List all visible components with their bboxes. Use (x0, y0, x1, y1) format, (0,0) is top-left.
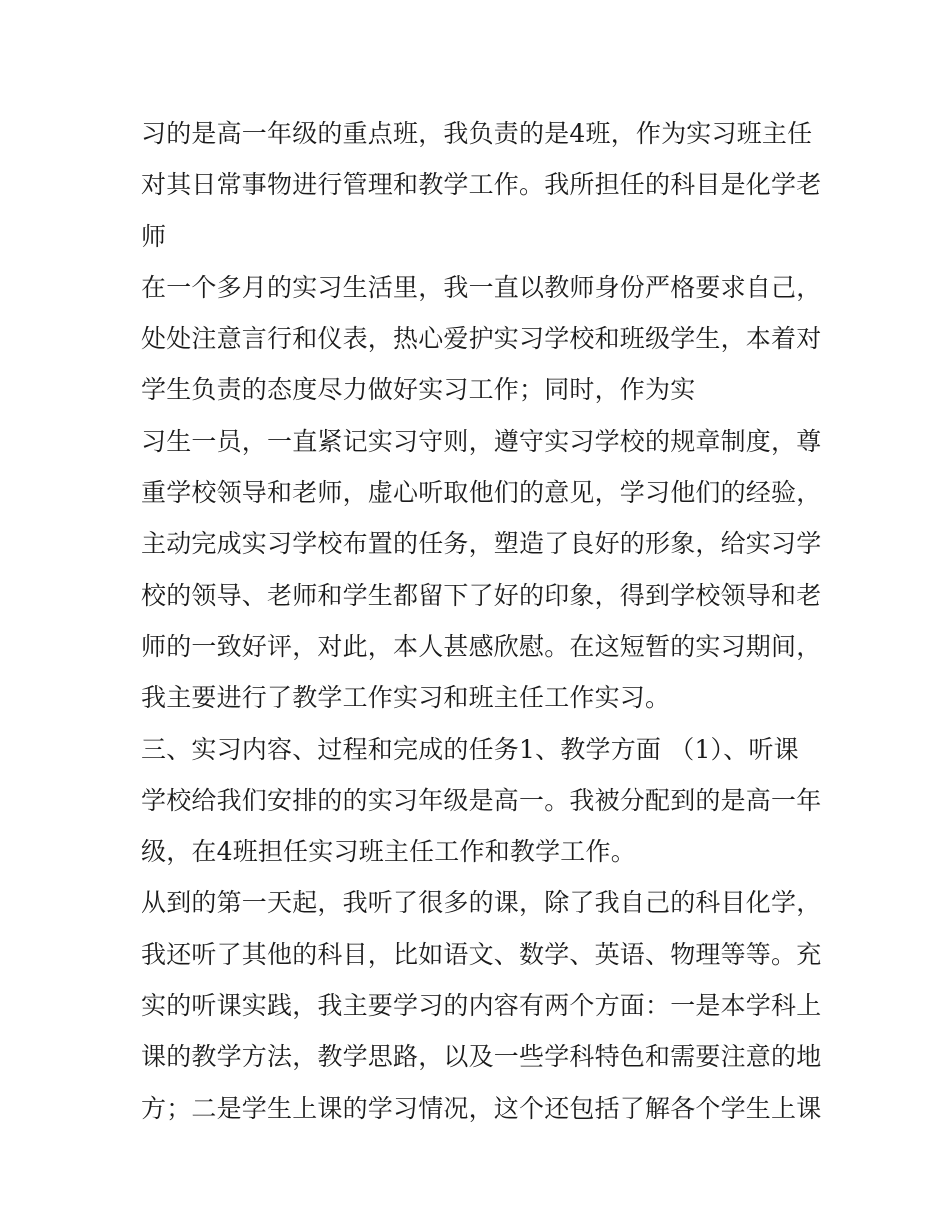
text-line: 实的听课实践，我主要学习的内容有两个方面：一是本学科上 (141, 991, 822, 1021)
text-line: 重学校领导和老师，虚心听取他们的意见，学习他们的经验， (141, 478, 822, 508)
text-line: 课的教学方法，教学思路，以及一些学科特色和需要注意的地 (141, 1042, 822, 1072)
text-line: 校的领导、老师和学生都留下了好的印象，得到学校领导和老 (141, 580, 822, 610)
text-line: 学校给我们安排的的实习年级是高一。我被分配到的是高一年 (141, 785, 822, 815)
text-line: 对其日常事物进行管理和教学工作。我所担任的科目是化学老 (141, 170, 822, 200)
body-text (141, 108, 821, 1134)
text-line: 习的是高一年级的重点班，我负责的是4班，作为实习班主任 (141, 119, 813, 148)
text-line: 师的一致好评，对此，本人甚感欣慰。在这短暂的实习期间， (141, 631, 822, 661)
text-line: 我主要进行了教学工作实习和班主任工作实习。 (141, 683, 671, 713)
text-line: 级，在4班担任实习班主任工作和教学工作。 (141, 837, 636, 867)
text-line: 方；二是学生上课的学习情况，这个还包括了解各个学生上课 (141, 1093, 822, 1123)
text-line: 师 (141, 221, 167, 251)
section-heading-line: 三、实习内容、过程和完成的任务1、教学方面 （1）、听课 (141, 734, 799, 764)
text-line: 主动完成实习学校布置的任务，塑造了良好的形象，给实习学 (141, 529, 822, 559)
text-line: 在一个多月的实习生活里，我一直以教师身份严格要求自己， (141, 272, 822, 302)
text-line: 我还听了其他的科目，比如语文、数学、英语、物理等等。充 (141, 939, 822, 969)
text-line: 学生负责的态度尽力做好实习工作；同时，作为实 (141, 375, 696, 405)
text-line: 从到的第一天起，我听了很多的课，除了我自己的科目化学， (141, 888, 822, 918)
text-line: 习生一员，一直紧记实习守则，遵守实习学校的规章制度，尊 (141, 426, 822, 456)
text-line: 处处注意言行和仪表，热心爱护实习学校和班级学生，本着对 (141, 324, 822, 354)
